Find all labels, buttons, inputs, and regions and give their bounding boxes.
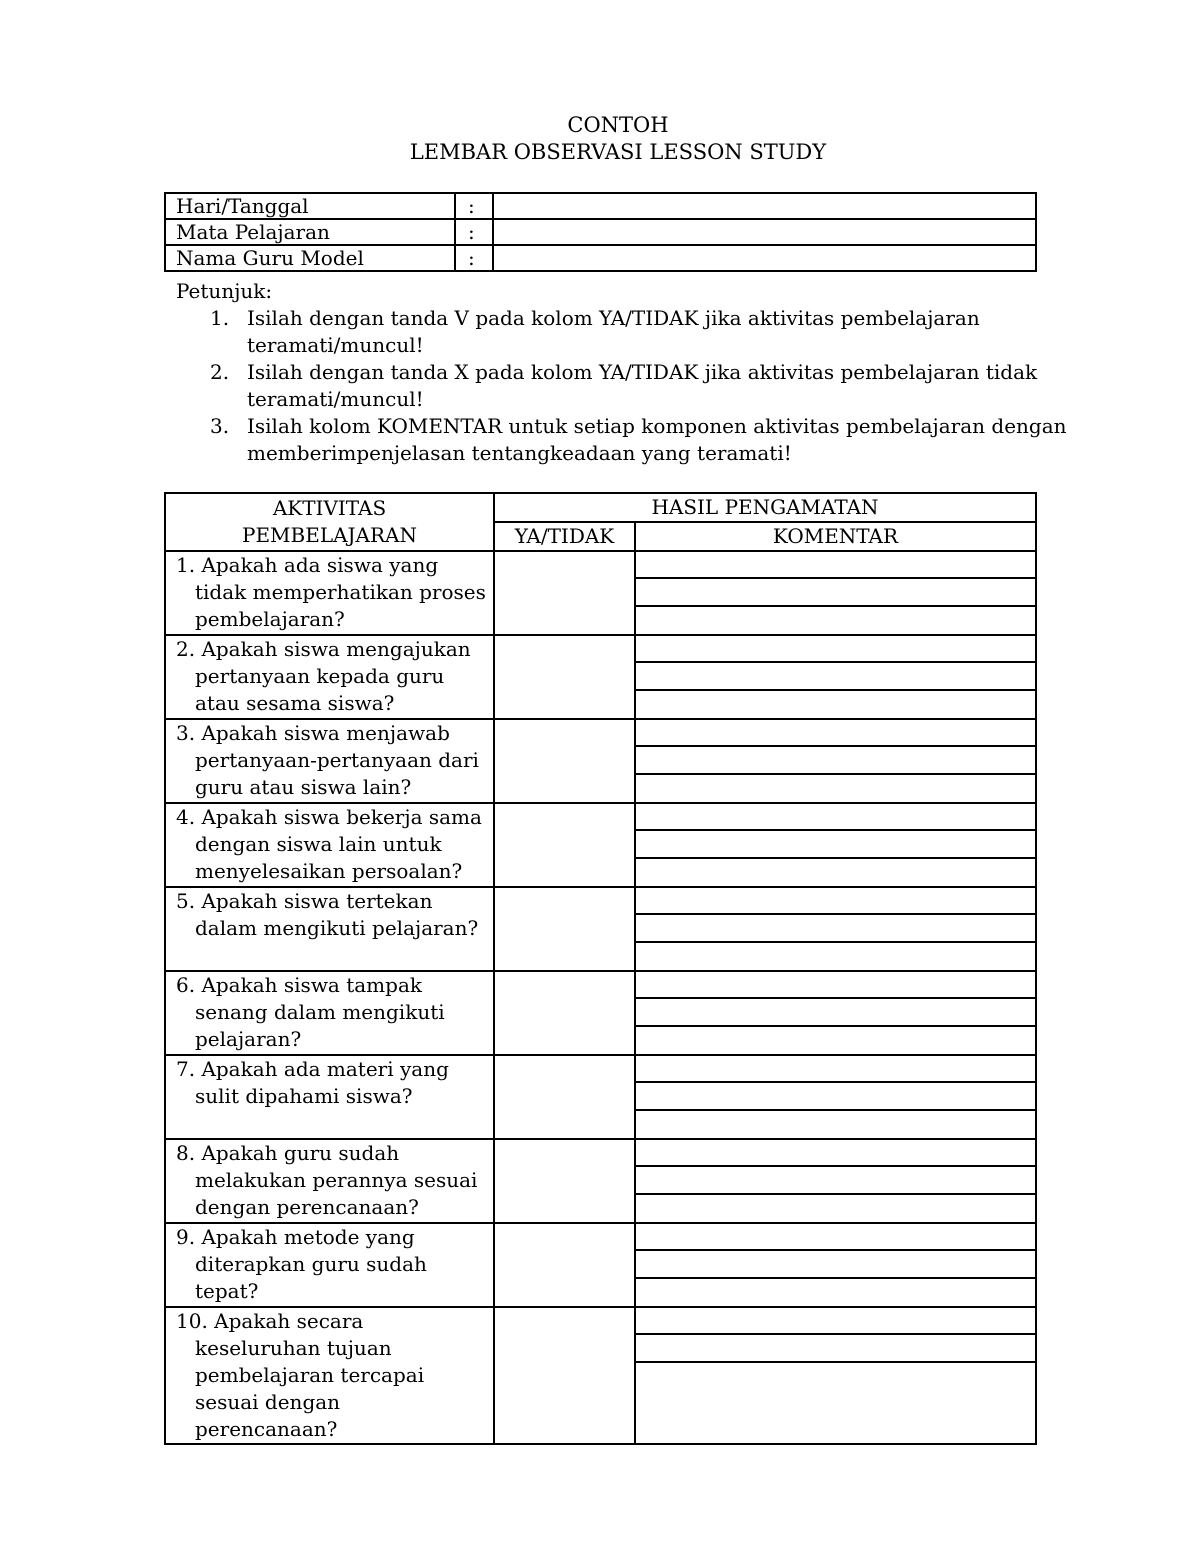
komentar-line: [636, 1249, 1035, 1251]
komentar-line: [636, 997, 1035, 999]
question-cell: [165, 1139, 494, 1223]
instruction-text: Isilah kolom KOMENTAR untuk setiap komponen aktivitas pembelajaran dengan memberimpenjelasan tentangkeadaan yang teramati!: [247, 414, 1067, 465]
table-row: [165, 551, 1036, 635]
question-cell: [165, 1307, 494, 1444]
document-label: CONTOH: [567, 113, 669, 137]
header-result: HASIL PENGAMATAN: [494, 493, 1036, 522]
header-activity: [165, 493, 494, 551]
header-komentar: KOMENTAR: [635, 522, 1036, 551]
instruction-number: 2.: [210, 360, 230, 384]
header-activity-line1: AKTIVITAS: [272, 496, 387, 520]
komentar-cell[interactable]: [635, 551, 1036, 635]
question-text: 9. Apakah metode yang diterapkan guru sudah tepat?: [176, 1225, 427, 1303]
question-text: 8. Apakah guru sudah melakukan perannya sesuai dengan perencanaan?: [176, 1141, 478, 1219]
instruction-text: Isilah dengan tanda V pada kolom YA/TIDAK jika aktivitas pembelajaran teramati/muncul!: [247, 306, 980, 357]
question-cell: [165, 887, 494, 971]
info-label: Hari/Tanggal: [165, 193, 455, 219]
header-row-1: [165, 493, 1036, 522]
instruction-item: [176, 413, 1076, 467]
komentar-cell[interactable]: [635, 1055, 1036, 1139]
yatidak-cell[interactable]: [494, 971, 635, 1055]
info-row-subject: [165, 219, 1036, 245]
question-text: 6. Apakah siswa tampak senang dalam mengikuti pelajaran?: [176, 973, 445, 1051]
yatidak-cell[interactable]: [494, 1055, 635, 1139]
question-text: 10. Apakah secara keseluruhan tujuan pembelajaran tercapai sesuai dengan perencanaan?: [176, 1309, 425, 1441]
info-value-date[interactable]: [493, 193, 1036, 219]
table-row: [165, 1139, 1036, 1223]
komentar-line: [636, 829, 1035, 831]
table-row: [165, 635, 1036, 719]
question-cell: [165, 551, 494, 635]
komentar-line: [636, 605, 1035, 607]
komentar-cell[interactable]: [635, 635, 1036, 719]
table-row: [165, 971, 1036, 1055]
komentar-line: [636, 1193, 1035, 1195]
question-cell: [165, 1223, 494, 1307]
komentar-cell[interactable]: [635, 803, 1036, 887]
komentar-line: [636, 577, 1035, 579]
yatidak-cell[interactable]: [494, 1139, 635, 1223]
info-value-subject[interactable]: [493, 219, 1036, 245]
yatidak-cell[interactable]: [494, 1307, 635, 1444]
yatidak-cell[interactable]: [494, 635, 635, 719]
komentar-cell[interactable]: [635, 719, 1036, 803]
document-title: LEMBAR OBSERVASI LESSON STUDY: [409, 140, 827, 164]
komentar-cell[interactable]: [635, 1307, 1036, 1444]
komentar-line: [636, 913, 1035, 915]
info-colon: :: [455, 219, 493, 245]
info-value-teacher[interactable]: [493, 245, 1036, 271]
instruction-item: [176, 359, 1076, 413]
komentar-line: [636, 1165, 1035, 1167]
table-row: [165, 1223, 1036, 1307]
yatidak-cell[interactable]: [494, 551, 635, 635]
komentar-cell[interactable]: [635, 1139, 1036, 1223]
table-row: [165, 1307, 1036, 1444]
info-colon: :: [455, 245, 493, 271]
question-text: 7. Apakah ada materi yang sulit dipahami siswa?: [176, 1057, 449, 1108]
header-yatidak: YA/TIDAK: [494, 522, 635, 551]
question-cell: [165, 719, 494, 803]
question-text: 2. Apakah siswa mengajukan pertanyaan kepada guru atau sesama siswa?: [176, 637, 471, 715]
instruction-text: Isilah dengan tanda X pada kolom YA/TIDAK jika aktivitas pembelajaran tidak teramati/muncul!: [247, 360, 1038, 411]
question-text: 3. Apakah siswa menjawab pertanyaan-pertanyaan dari guru atau siswa lain?: [176, 721, 479, 799]
instruction-number: 1.: [210, 306, 230, 330]
komentar-line: [636, 1361, 1035, 1363]
instructions-list: [176, 305, 1076, 467]
table-row: [165, 719, 1036, 803]
info-row-teacher: [165, 245, 1036, 271]
komentar-line: [636, 941, 1035, 943]
question-cell: [165, 971, 494, 1055]
question-text: 4. Apakah siswa bekerja sama dengan siswa lain untuk menyelesaikan persoalan?: [176, 805, 482, 883]
instructions: [176, 278, 1076, 467]
yatidak-cell[interactable]: [494, 1223, 635, 1307]
komentar-line: [636, 661, 1035, 663]
table-row: [165, 887, 1036, 971]
komentar-cell[interactable]: [635, 971, 1036, 1055]
komentar-cell[interactable]: [635, 887, 1036, 971]
komentar-line: [636, 1277, 1035, 1279]
table-row: [165, 803, 1036, 887]
info-row-date: [165, 193, 1036, 219]
yatidak-cell[interactable]: [494, 719, 635, 803]
header-activity-line2: PEMBELAJARAN: [241, 523, 418, 547]
info-label: Nama Guru Model: [165, 245, 455, 271]
question-text: 1. Apakah ada siswa yang tidak memperhatikan proses pembelajaran?: [176, 553, 486, 631]
question-cell: [165, 803, 494, 887]
question-text: 5. Apakah siswa tertekan dalam mengikuti pelajaran?: [176, 889, 479, 940]
info-table: [164, 192, 1037, 272]
question-cell: [165, 1055, 494, 1139]
instructions-heading: Petunjuk:: [176, 279, 273, 303]
observation-table: [164, 492, 1037, 1445]
info-label: Mata Pelajaran: [165, 219, 455, 245]
yatidak-cell[interactable]: [494, 887, 635, 971]
instruction-number: 3.: [210, 414, 230, 438]
komentar-line: [636, 689, 1035, 691]
komentar-line: [636, 773, 1035, 775]
question-cell: [165, 635, 494, 719]
table-row: [165, 1055, 1036, 1139]
yatidak-cell[interactable]: [494, 803, 635, 887]
komentar-line: [636, 1333, 1035, 1335]
komentar-line: [636, 1025, 1035, 1027]
komentar-line: [636, 857, 1035, 859]
komentar-line: [636, 745, 1035, 747]
komentar-cell[interactable]: [635, 1223, 1036, 1307]
instruction-item: [176, 305, 1076, 359]
komentar-line: [636, 1081, 1035, 1083]
komentar-line: [636, 1109, 1035, 1111]
info-colon: :: [455, 193, 493, 219]
